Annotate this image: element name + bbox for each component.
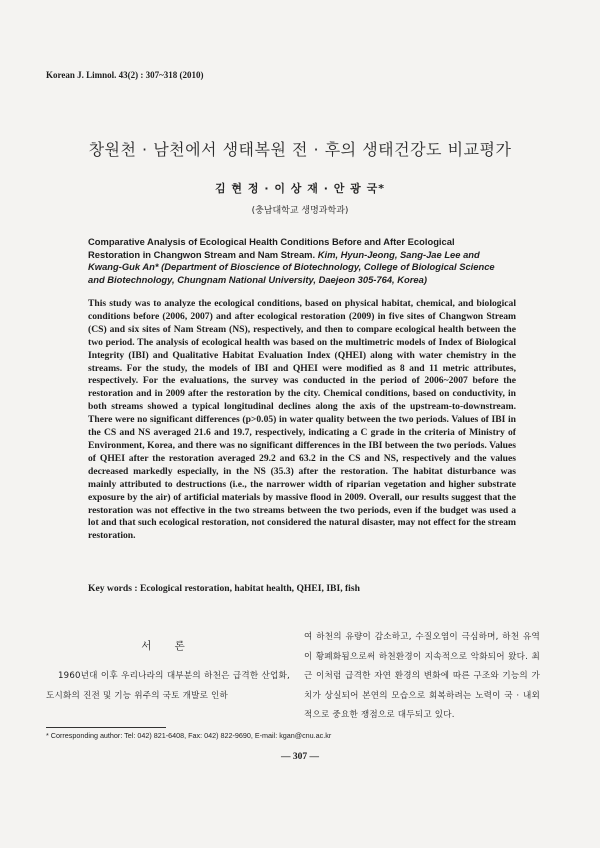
right-column <box>304 628 540 726</box>
keywords: Key words : Ecological restoration, habitat health, QHEI, IBI, fish <box>88 583 360 594</box>
english-title-block <box>88 236 508 286</box>
intro-paragraph-right: 여 하천의 유량이 감소하고, 수질오염이 극심하며, 하천 유역이 황폐화됨으로써 하천환경이 지속적으로 악화되어 왔다. 최근 이처럼 급격한 자연 환경의 변화에 따른 구조와 기능의 가치가 상실되어 본연의 모습으로 회복하려는 노력이 국 · 내외적으로 중요한 쟁점으로 대두되고 있다. <box>304 632 540 720</box>
english-title: Comparative Analysis of Ecological Health Conditions Before and After Ecological Restoration in Changwon Stream and Nam Stream. <box>88 236 455 260</box>
journal-reference: Korean J. Limnol. 43(2) : 307~318 (2010) <box>46 70 204 80</box>
intro-paragraph-left: 1960년대 이후 우리나라의 대부분의 하천은 급격한 산업화, 도시화의 진전 및 기능 위주의 국토 개발로 인하 <box>46 671 290 701</box>
english-authors-affiliation: Kim, Hyun-Jeong, Sang-Jae Lee and Kwang-Guk An* (Department of Bioscience of Biotechnology, College of Biological Science and Biotechnology, Chungnam National University, Daejeon 305-764, Korea) <box>88 248 495 285</box>
korean-authors: 김 현 정 · 이 상 재 · 안 광 국* <box>214 182 386 195</box>
corresponding-author-footnote: * Corresponding author: Tel: 042) 821-6408, Fax: 042) 822-9690, E-mail: kgan@cnu.ac.kr <box>46 731 332 740</box>
abstract: This study was to analyze the ecological conditions, based on physical habitat, chemical, and biological conditions before (2006, 2007) and after ecological restoration (2009) in five sites of Changwon Stream (CS) and six sites of Nam Stream (NS), respectively, and then to compare ecological health between the two period. The analysis of ecological health was based on the multimetric models of Index of Biological Integrity (IBI) and Qualitative Habitat Evaluation Index (QHEI) along with water chemistry in the streams. For the study, the models of IBI and QHEI were modified as 8 and 11 metric attributes, respectively. For the evaluations, the survey was conducted in the period of 2006~2007 before the restoration and in 2009 after the restoration by the city. Chemical conditions, based on conductivity, in both streams showed a typical longitudinal declines along the axis of the upstream-to-downstream. There were no significant differences (p>0.05) in water quality between the two periods. Values of IBI in the CS and NS averaged 21.6 and 19.7, respectively, indicating a C grade in the criteria of Ministry of Environment, Korea, and there was no significant differences in the IBI between the two periods. Values of QHEI after the restoration averaged 29.2 and 63.2 in the CS and NS, respectively and the values decreased markedly especially, in the NS (35.3) after the restoration. The habitat disturbance was mainly attributed to destructions (i.e., the narrower width of riparian vegetation and higher substrate exposure by the air) of artificial materials by massive flood in 2009. Overall, our results suggest that the restoration was not effective in the two streams between the two periods, even if the budget was used a lot and that such ecological restoration, not considered the natural disaster, may not effect for the stream restoration. <box>88 298 516 542</box>
section-heading-introduction: 서 론 <box>141 640 195 652</box>
korean-affiliation: (충남대학교 생명과학과) <box>251 206 349 216</box>
footnote-divider <box>46 727 166 728</box>
korean-title: 창원천 · 남천에서 생태복원 전 · 후의 생태건강도 비교평가 <box>88 140 512 159</box>
page-number: — 307 — <box>281 752 319 762</box>
left-column <box>46 628 290 706</box>
